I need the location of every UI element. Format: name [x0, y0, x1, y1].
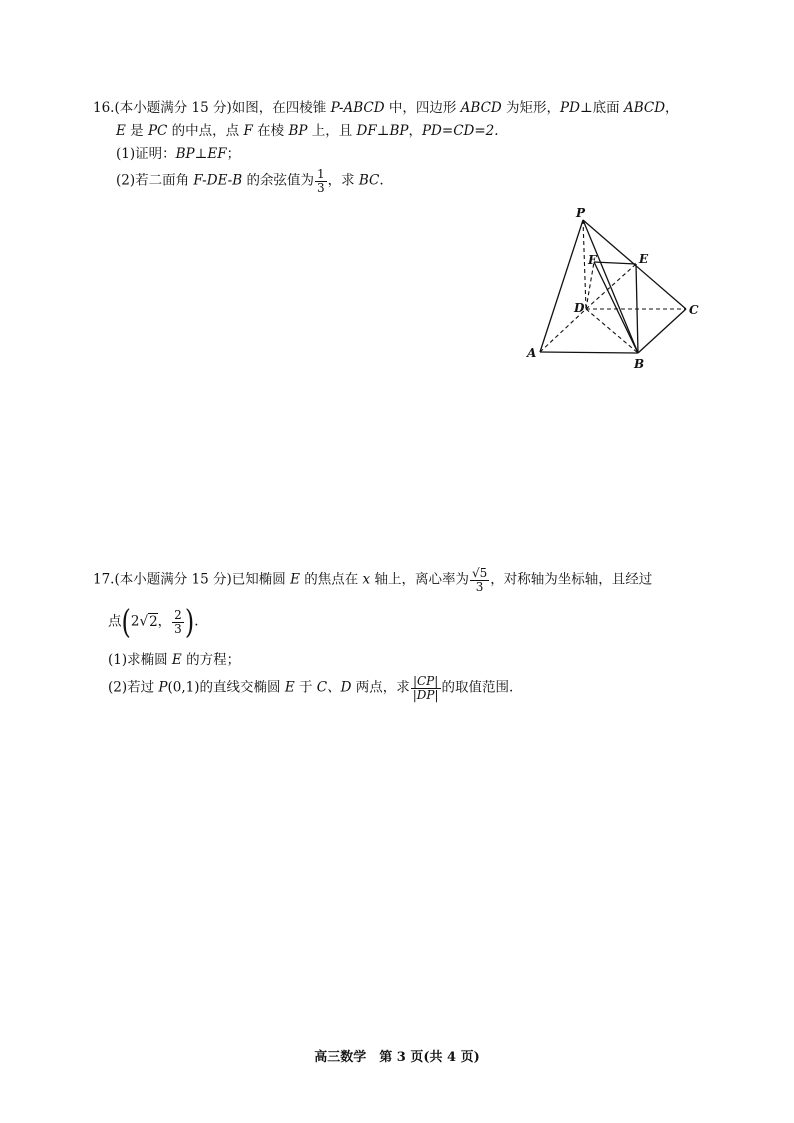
denominator: 3: [475, 579, 484, 594]
math: P: [158, 679, 168, 696]
label-p: P: [576, 206, 586, 220]
problem-16-line-2: [116, 119, 499, 139]
text: (2)若二面角: [116, 172, 194, 189]
edge-pd: [583, 220, 586, 309]
problem-17-part-2: [108, 675, 513, 701]
math: 2: [149, 613, 158, 630]
segment-fb: [594, 262, 638, 353]
math: BP: [288, 123, 308, 139]
text: 的焦点在: [299, 571, 363, 588]
problem-16-part-2: [116, 168, 384, 194]
segment-df: [586, 262, 594, 309]
denominator: 3: [316, 180, 325, 195]
edge-ab: [540, 352, 638, 353]
text: 在棱: [252, 123, 289, 139]
math: DF: [356, 123, 377, 139]
math: F-DE-B: [193, 172, 243, 189]
math: E: [171, 652, 182, 668]
problem-number: 17.: [93, 571, 115, 588]
text: 为矩形，: [501, 100, 561, 116]
math: PC: [147, 123, 168, 139]
math-symbol: ⊥: [194, 146, 208, 162]
problem-meta: (本小题满分 15 分): [114, 571, 232, 588]
label-f: F: [588, 253, 597, 267]
edge-pb: [583, 220, 638, 353]
math: PD=CD=2.: [421, 123, 499, 139]
math-symbol: ⊥: [579, 100, 593, 116]
math: P-ABCD: [330, 100, 385, 116]
math: BP: [389, 123, 409, 139]
numerator: √5: [471, 566, 488, 580]
sqrt-symbol: √: [139, 613, 149, 630]
math: BC: [358, 172, 380, 189]
fraction-two-thirds: [172, 609, 184, 635]
text: ，对称轴为坐标轴，且经过: [490, 571, 653, 588]
text: 两点，求: [351, 679, 410, 696]
text: ，: [157, 613, 172, 630]
text: 的方程；: [181, 652, 241, 668]
math: E: [290, 571, 300, 588]
text: ，求: [327, 172, 359, 189]
text: ，: [665, 100, 679, 116]
numerator: 1: [316, 167, 325, 181]
math: 2: [130, 613, 140, 630]
problem-meta: (本小题满分 15 分): [114, 100, 232, 116]
text: 轴上，离心率为: [370, 571, 469, 588]
problem-16-line-1: [93, 96, 679, 116]
math: ABCD: [460, 100, 502, 116]
text: 上，且: [307, 123, 357, 139]
segment-db: [586, 309, 638, 353]
label-d: D: [574, 301, 585, 315]
text: 的余弦值为: [242, 172, 314, 189]
fraction-one-third: [315, 168, 327, 194]
fraction-eccentricity: [470, 567, 489, 593]
text: 的中点，点: [167, 123, 244, 139]
math-symbol: ⊥: [376, 123, 390, 139]
text: 已知椭圆: [231, 571, 291, 588]
text: ；: [226, 146, 241, 162]
text: 的取值范围.: [441, 679, 514, 696]
text: 的直线交椭圆: [199, 679, 285, 696]
math: E: [116, 123, 126, 139]
text: 底面: [592, 100, 624, 116]
numerator: 2: [174, 608, 182, 622]
math: E: [284, 679, 295, 696]
denominator: 3: [174, 621, 182, 636]
pyramid-figure: [518, 200, 708, 375]
text: (2)若过: [108, 679, 159, 696]
math: BP: [175, 146, 195, 162]
denominator: |DP|: [412, 687, 439, 702]
text: .: [379, 172, 384, 189]
math: ABCD: [623, 100, 666, 116]
text: 于: [294, 679, 317, 696]
text: (1)求椭圆: [108, 652, 172, 668]
math: F: [243, 123, 253, 139]
label-c: C: [689, 303, 699, 317]
math: C、D: [316, 679, 352, 696]
problem-17-line-1: [93, 567, 652, 593]
numerator: |CP|: [411, 675, 441, 689]
label-a: A: [527, 346, 537, 360]
page-footer: 高三数学 第 3 页(共 4 页): [314, 1050, 480, 1065]
text: ，: [408, 123, 422, 139]
problem-number: 16.: [93, 100, 115, 116]
math: PD: [560, 100, 580, 116]
text: 是: [125, 123, 148, 139]
text: (1)证明：: [116, 146, 176, 162]
text: .: [194, 613, 199, 630]
label-b: B: [634, 357, 645, 371]
math: EF: [207, 146, 227, 162]
text: 点: [108, 613, 122, 630]
edge-bc: [638, 309, 686, 353]
fraction-cp-dp: [411, 675, 441, 701]
text: 如图，在四棱锥: [231, 100, 331, 116]
label-e: E: [639, 252, 649, 266]
math: (0,1): [167, 679, 200, 696]
problem-17-line-2: 点(2√2， $\frac{2}{3}$ ).: [108, 603, 199, 641]
math: x: [362, 571, 371, 588]
problem-16-part-1: [116, 142, 240, 162]
problem-17-part-1: [108, 648, 240, 668]
text: 中，四边形: [384, 100, 461, 116]
